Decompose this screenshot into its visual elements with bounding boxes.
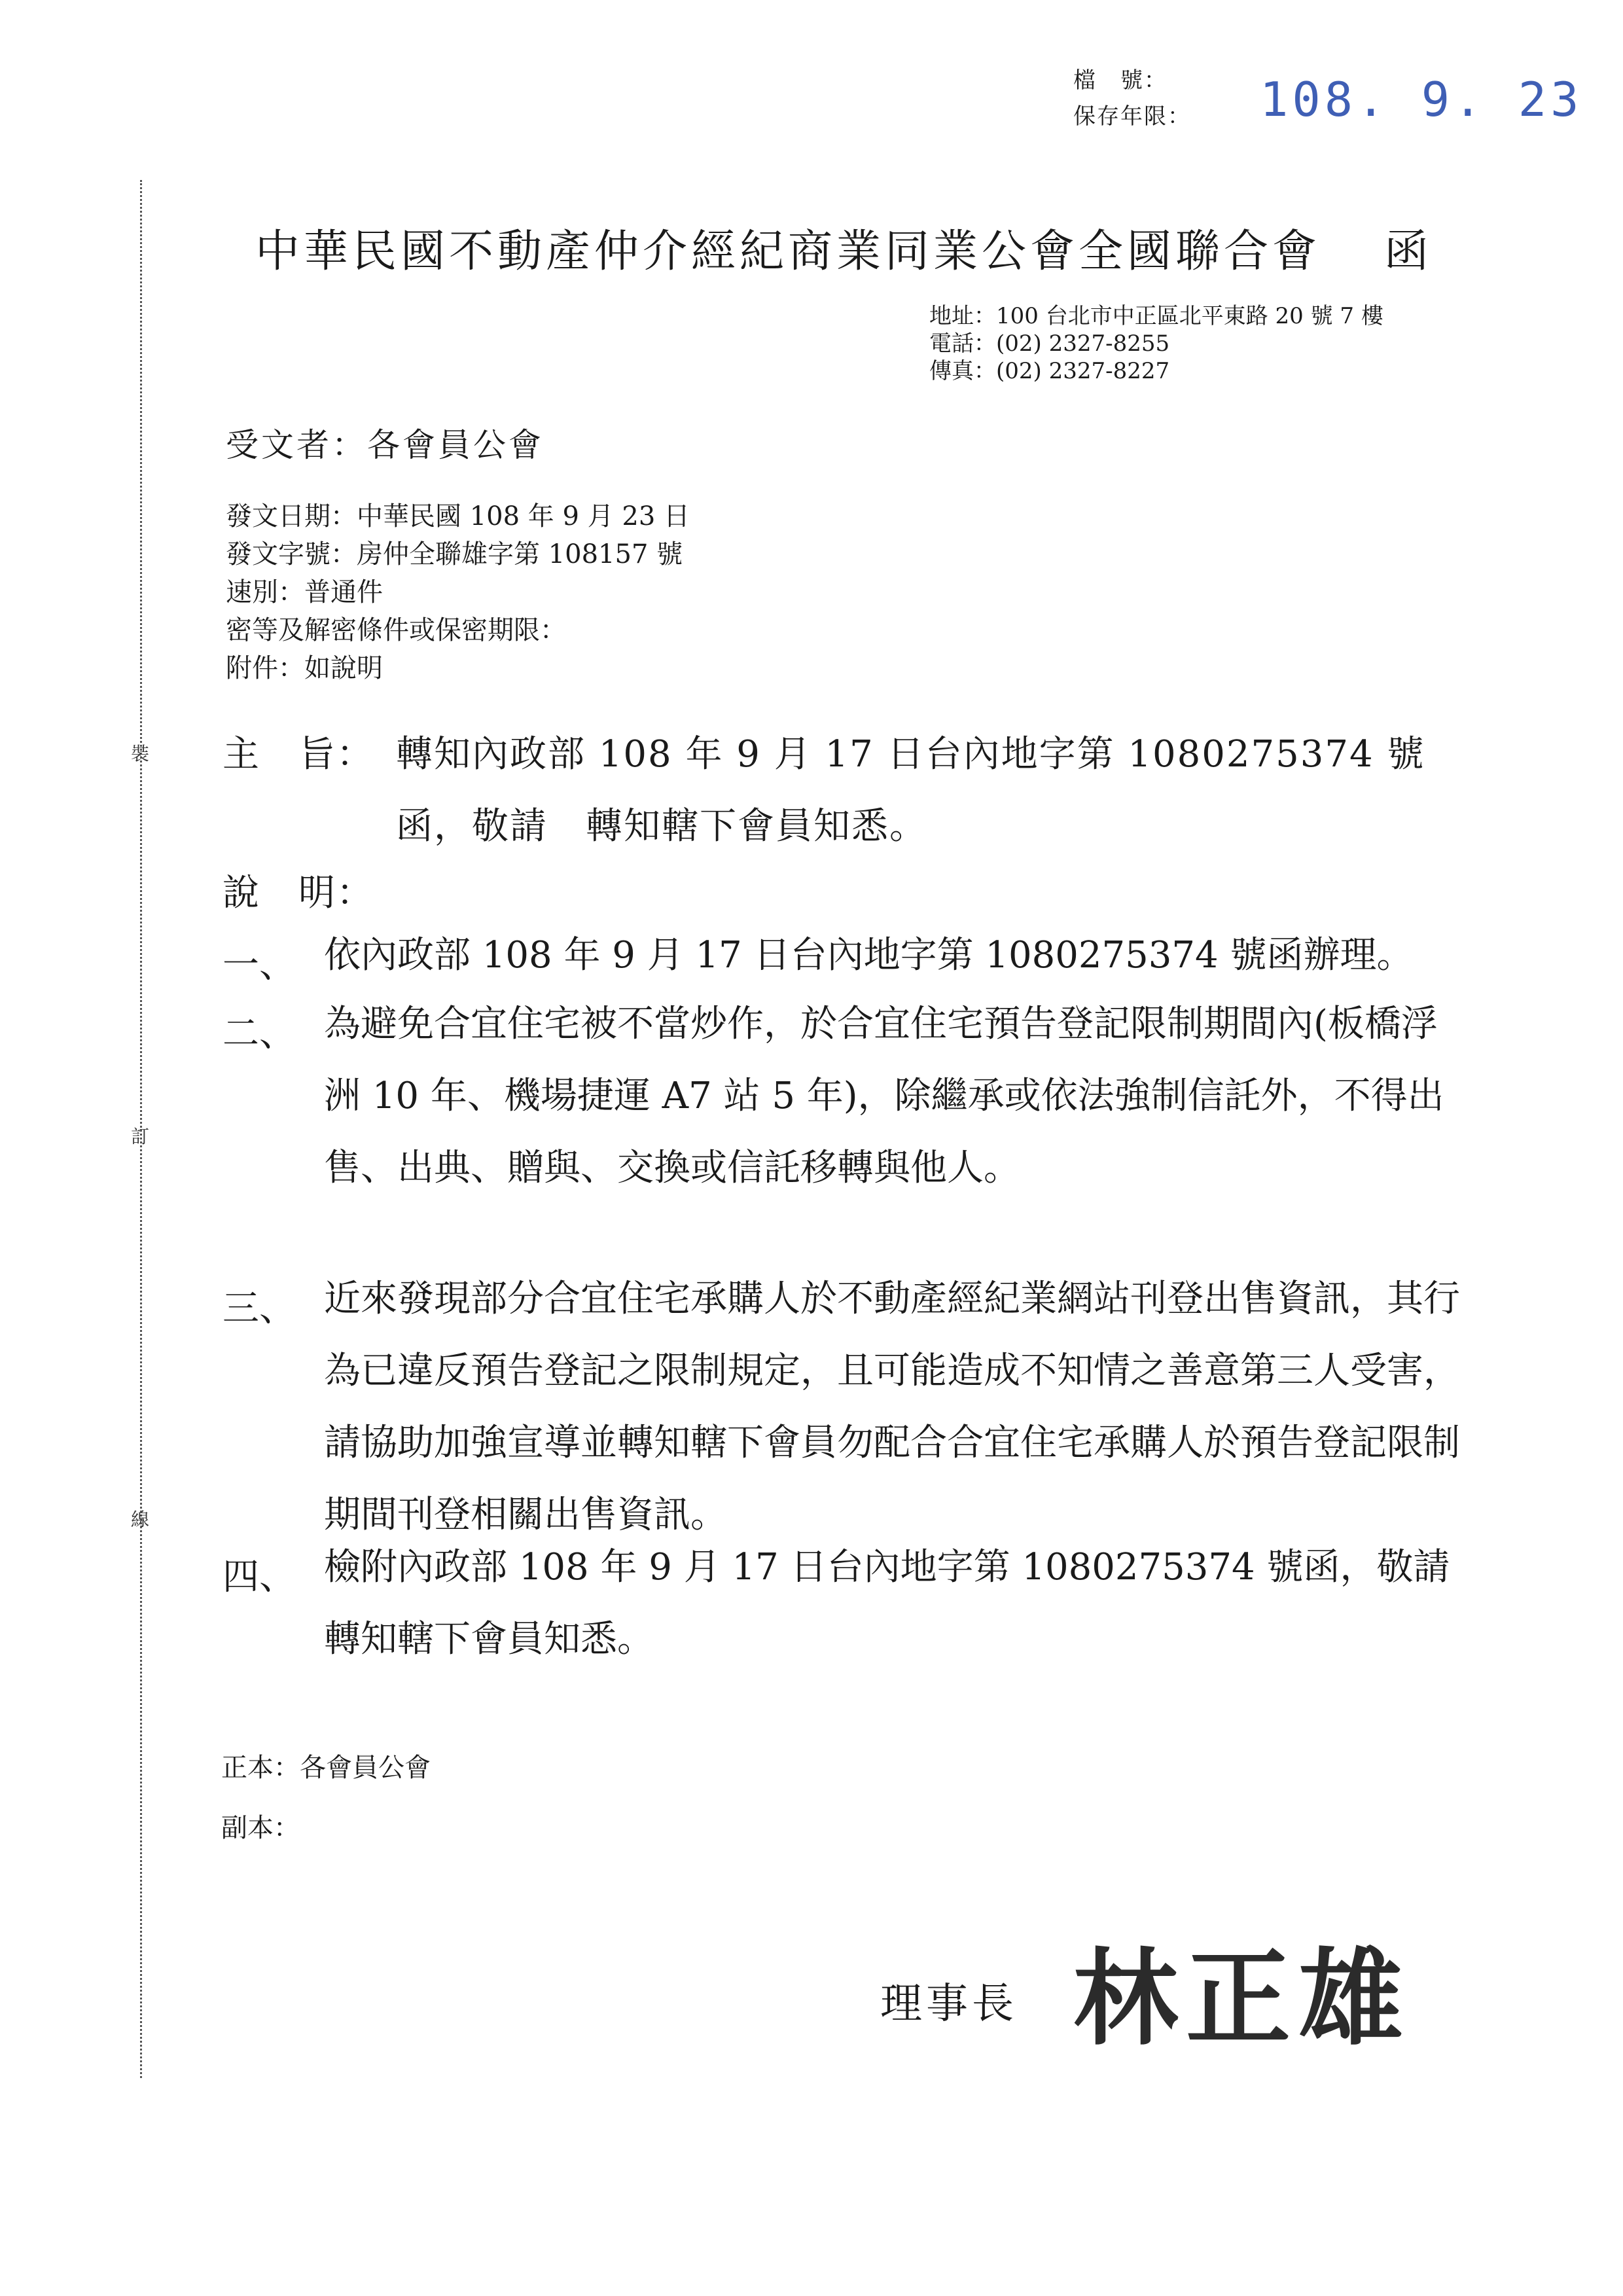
contact-block [929, 302, 1383, 385]
original-recipients: 正本：各會員公會 [221, 1753, 431, 1783]
recipient: 受文者：各會員公會 [226, 426, 544, 464]
item-number: 一、 [223, 944, 296, 986]
item-number: 二、 [223, 1013, 296, 1055]
subject-label: 主 旨： [223, 733, 374, 776]
subject-line-2: 函，敬請 轉知轄下會員知悉。 [396, 805, 927, 848]
issue-date: 發文日期：中華民國 108 年 9 月 23 日 [226, 501, 690, 531]
attachments: 附件：如說明 [226, 653, 383, 683]
contact-fax: 傳真：(02) 2327-8227 [929, 358, 1170, 384]
document-type: 函 [1384, 226, 1433, 278]
distribution-block [221, 1738, 431, 1858]
signatory-title: 理事長 [880, 1980, 1018, 2028]
organization-title: 中華民國不動產仲介經紀商業同業公會全國聯合會 [255, 226, 1321, 278]
item-number: 四、 [223, 1556, 296, 1598]
item-number: 三、 [223, 1287, 296, 1330]
item-text: 為避免合宜住宅被不當炒作，於合宜住宅預告登記限制期間內(板橋浮洲 10 年、機場捷運 A7 站 5 年)，除繼承或依法強制信託外，不得出售、出典、贈與、交換或信託移轉與他人。 [324, 1003, 1444, 1189]
contact-phone: 電話：(02) 2327-8255 [929, 331, 1170, 357]
subject-line-1: 轉知內政部 108 年 9 月 17 日台內地字第 1080275374 號 [396, 733, 1425, 776]
binding-char-xian: 線 [131, 1509, 150, 1530]
item-text: 近來發現部分合宜住宅承購人於不動產經紀業網站刊登出售資訊，其行為已違反預告登記之限制規定，且可能造成不知情之善意第三人受害，請協助加強宣導並轉知轄下會員勿配合合宜住宅承購人於預告登記限制期間刊登相關出售資訊。 [324, 1278, 1460, 1536]
speed-category: 速別：普通件 [226, 577, 383, 607]
contact-address: 地址：100 台北市中正區北平東路 20 號 7 樓 [929, 303, 1383, 329]
binding-char-zhuang: 裝 [131, 743, 150, 764]
item-text: 檢附內政部 108 年 9 月 17 日台內地字第 1080275374 號函，敬請 轉知轄下會員知悉。 [324, 1546, 1487, 1660]
file-number-label: 檔 號： [1073, 67, 1168, 94]
explanation-label: 說 明： [223, 872, 374, 914]
secrecy-level: 密等及解密條件或保密期限： [226, 615, 566, 645]
item-text: 依內政部 108 年 9 月 17 日台內地字第 1080275374 號函辦理。 [324, 934, 1414, 977]
document-meta [226, 497, 690, 687]
signatory-name: 林正雄 [1073, 1937, 1412, 2060]
retention-period-label: 保存年限： [1073, 103, 1191, 130]
copy-recipients: 副本： [221, 1813, 300, 1843]
binding-char-ding: 訂 [131, 1126, 150, 1147]
received-date-stamp: 108. 9. 23 [1260, 72, 1583, 127]
document-number: 發文字號：房仲全聯雄字第 108157 號 [226, 539, 683, 569]
